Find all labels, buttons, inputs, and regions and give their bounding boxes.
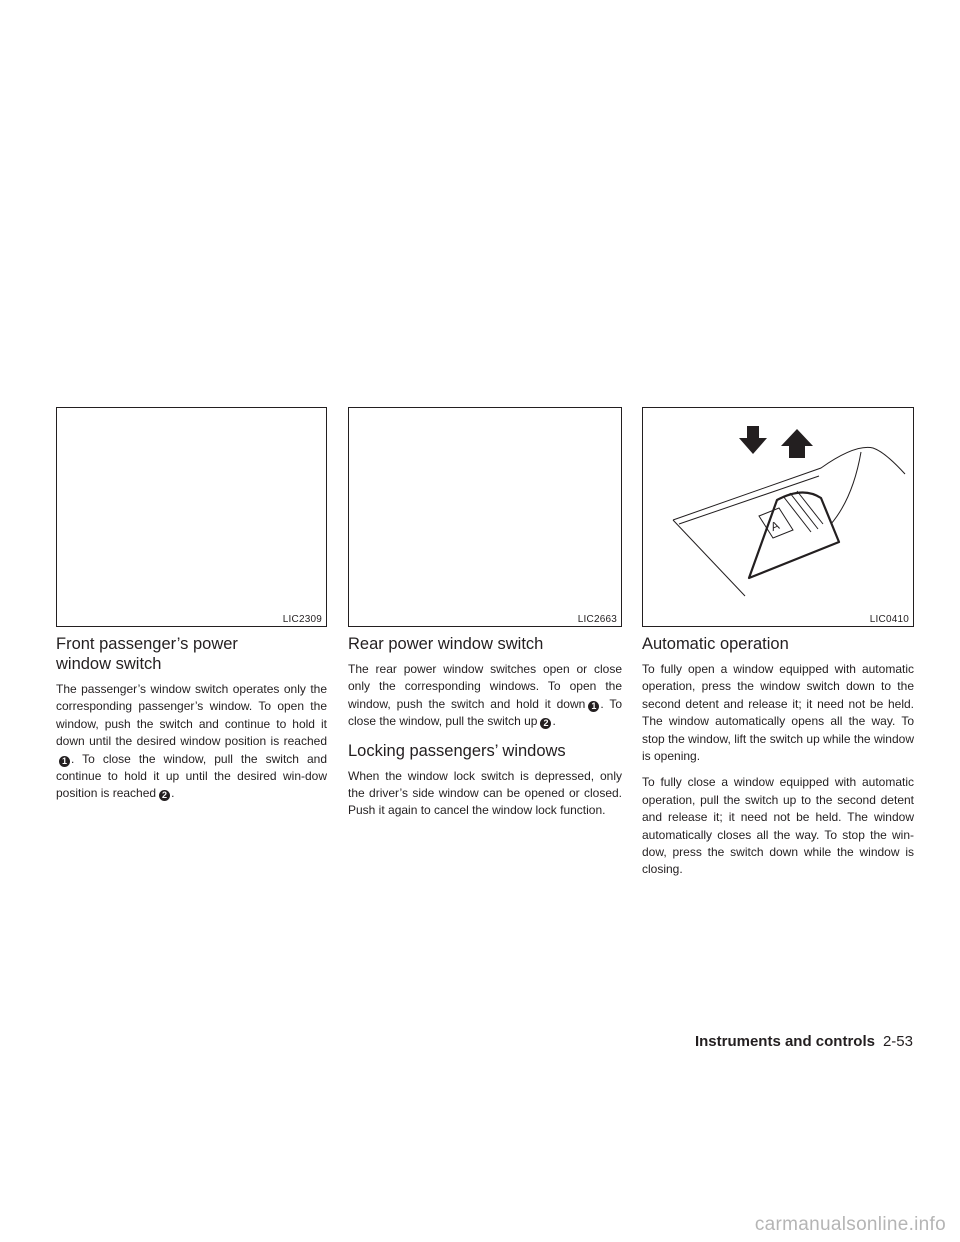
figure-code: LIC2309 xyxy=(282,614,322,625)
window-switch-illustration xyxy=(643,408,913,626)
section-heading: Locking passengers’ windows xyxy=(348,741,566,760)
figure-code: LIC2663 xyxy=(577,614,617,625)
body-paragraph: The rear power window switches open or close only the corresponding windows. To open the window, push the switch and hold it down 1 . To close the window, pull the switch up 2 . xyxy=(348,662,623,729)
page-footer xyxy=(695,1033,913,1050)
section-heading: Front passenger’s power window switch xyxy=(56,635,238,673)
body-paragraph: To fully close a window equipped with automatic operation, pull the switch up to the second detent and release it; it need not be held. The window automatically closes all the way. To stop the win-dow, press the switch down while the window is closing. xyxy=(642,775,914,877)
footer-section-title: Instruments and controls xyxy=(694,1033,875,1050)
body-paragraph: The passenger’s window switch operates only the corresponding passenger’s window. To open the window, push the switch and continue to hold it down until the desired window position is reached1 . To close the window, pull the switch and continue to hold it up until the desired win-dow position is reached 2 . xyxy=(56,682,327,801)
figure-lic2309 xyxy=(56,407,327,627)
body-paragraph: To fully open a window equipped with automatic operation, press the window switch down to the second detent and release it; it need not be held. The window automatically opens all the way. To stop the window, lift the switch up while the window is opening. xyxy=(642,662,914,764)
auto-window-switch-icon xyxy=(749,491,839,578)
watermark: carmanualsonline.info xyxy=(754,1214,946,1235)
callout-number: 2 xyxy=(540,718,551,729)
column-front-passenger xyxy=(56,634,327,803)
callout-number: 2 xyxy=(159,790,170,801)
figure-code: LIC0410 xyxy=(869,614,909,625)
up-arrow-icon xyxy=(781,429,813,458)
svg-text:A: A xyxy=(768,518,782,534)
figure-lic0410 xyxy=(642,407,914,627)
body-paragraph: When the window lock switch is depressed, only the driver’s side window can be opened or closed. Push it again to cancel the window lock function. xyxy=(348,768,622,818)
callout-number: 1 xyxy=(59,756,70,767)
section-heading: Rear power window switch xyxy=(348,635,544,653)
down-arrow-icon xyxy=(739,426,767,454)
figure-lic2663 xyxy=(348,407,622,627)
page-number: 2-53 xyxy=(882,1033,913,1050)
callout-number: 1 xyxy=(588,701,599,712)
section-heading: Automatic operation xyxy=(642,635,789,653)
column-automatic-operation xyxy=(642,634,914,879)
column-rear-windows xyxy=(348,634,622,820)
